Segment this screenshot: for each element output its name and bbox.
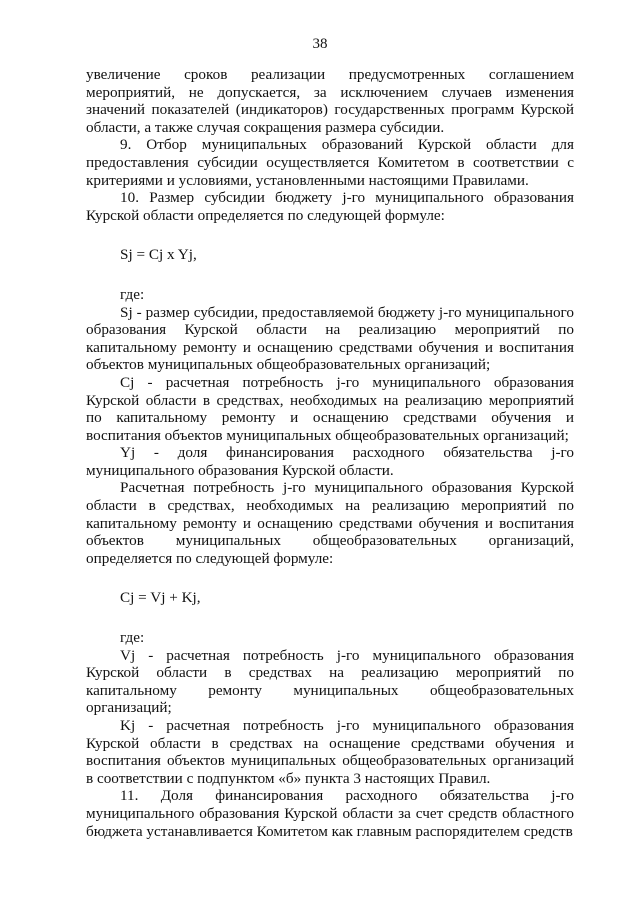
where-label-2: где:	[120, 629, 145, 647]
where-label-1: где:	[120, 285, 145, 303]
definition-yj: Yj - доля финансирования расходного обязательства j-го муниципального образования Курской области.	[86, 444, 574, 479]
paragraph-continuation: увеличение сроков реализации предусмотренных соглашением мероприятий, не допускается, за исключением случаев изменения значений показателей (индикаторов) государственных программ Курской области, а также случая сокращения размера субсидии.	[86, 66, 574, 136]
paragraph-10: 10. Размер субсидии бюджету j-го муниципального образования Курской области определяется по следующей формуле:	[86, 189, 574, 224]
paragraph-9: 9. Отбор муниципальных образований Курской области для предоставления субсидии осуществляется Комитетом в соответствии с критериями и условиями, установленными настоящими Правилами.	[86, 136, 574, 189]
formula-need: Cj = Vj + Kj,	[120, 589, 201, 607]
page-number: 38	[312, 36, 328, 52]
paragraph-11: 11. Доля финансирования расходного обязательства j-го муниципального образования Курской области за счет средств областного бюджета устанавливается Комитетом как главным распорядителем средств	[86, 787, 574, 840]
formula-subsidy: Sj = Cj x Yj,	[120, 246, 197, 264]
definition-vj: Vj - расчетная потребность j-го муниципального образования Курской области в средствах на реализацию мероприятий по капитальному ремонту муниципальных общеобразовательных организаций;	[86, 646, 574, 717]
definition-kj: Kj - расчетная потребность j-го муниципального образования Курской области в средствах на оснащение средствами обучения и воспитания объектов муниципальных общеобразовательных организаций в соответствии с подпунктом «б» пункта 3 настоящих Правил.	[86, 717, 574, 787]
document-body	[86, 66, 574, 840]
definition-cj: Cj - расчетная потребность j-го муниципального образования Курской области в средствах, необходимых на реализацию мероприятий по капитальному ремонту и оснащению средствами обучения и воспитания объектов муниципальных общеобразовательных организаций;	[86, 373, 574, 444]
definition-sj: Sj - размер субсидии, предоставляемой бюджету j-го муниципального образования Курской области на реализацию мероприятий по капитальному ремонту и оснащению средствами обучения и воспитания объектов муниципальных общеобразовательных организаций;	[86, 303, 574, 374]
paragraph-need: Расчетная потребность j-го муниципального образования Курской области в средствах, необходимых на реализацию мероприятий по капитальному ремонту и оснащению средствами обучения и воспитания объектов муниципальных общеобразовательных организаций, определяется по следующей формуле:	[86, 479, 574, 567]
